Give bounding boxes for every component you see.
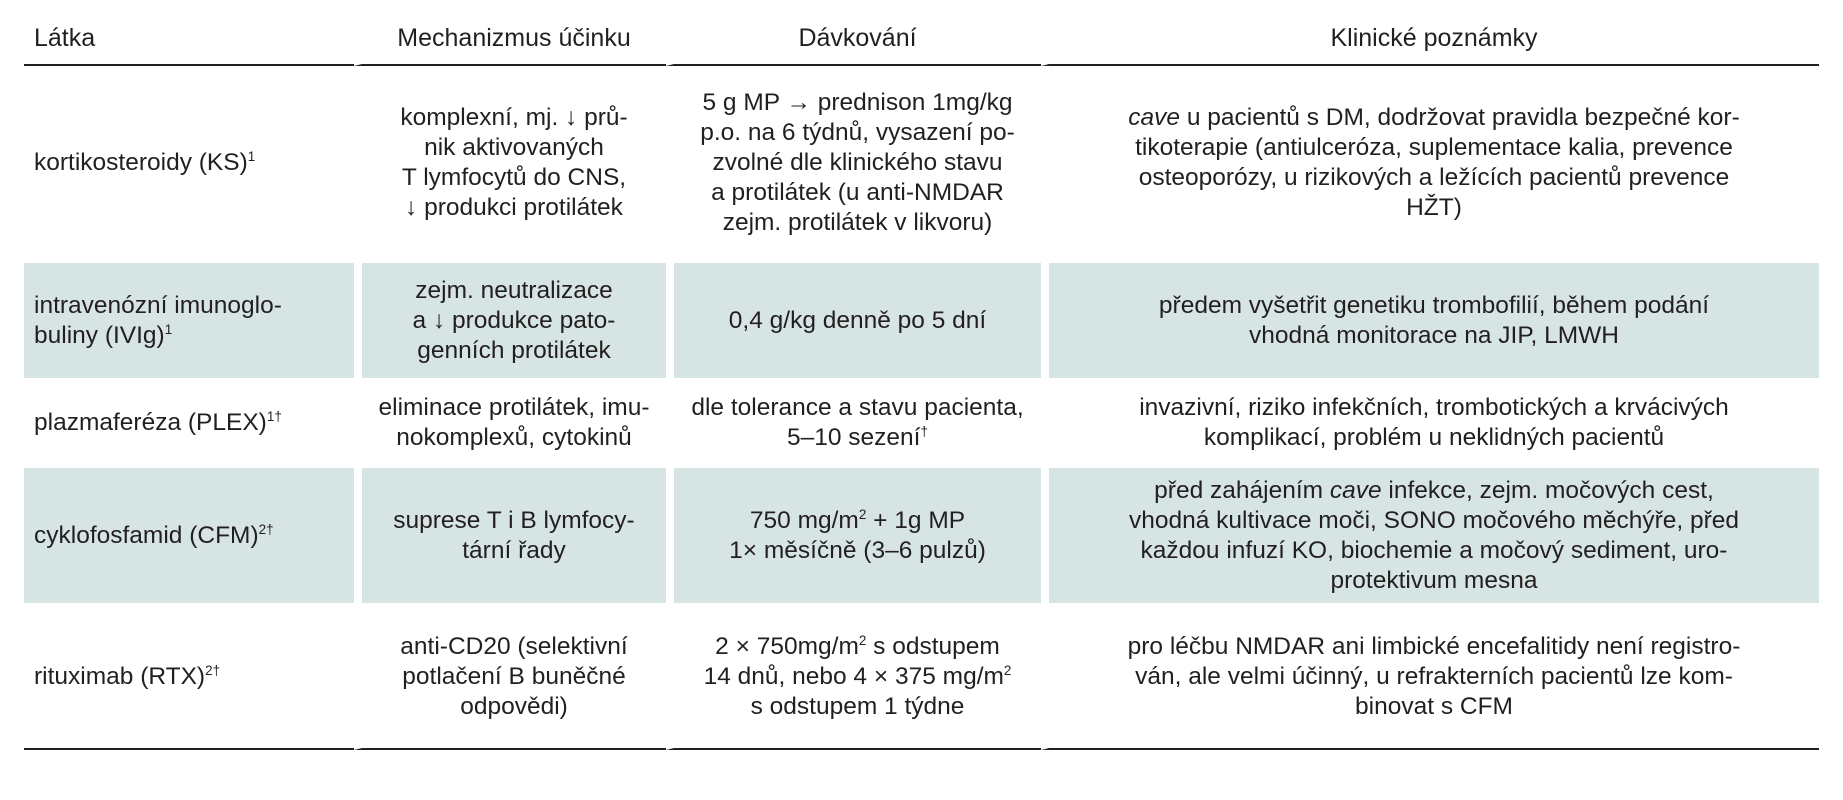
- text-fragment: s odstupem: [866, 633, 1000, 660]
- cell-notes: [1041, 381, 1819, 468]
- text-line: komplikací, problém u neklidných pacientů: [1203, 424, 1665, 451]
- superscript: 2: [858, 632, 867, 648]
- cell-dosage: [666, 66, 1041, 263]
- substance-name: cyklofosfamid (CFM): [34, 521, 259, 549]
- text-line: ván, ale velmi účinný, u refrakterních pacientů lze kom-: [1135, 663, 1733, 690]
- text-line: s odstupem 1 týdne: [750, 693, 965, 720]
- text-line: vhodná monitorace na JIP, LMWH: [1249, 321, 1619, 349]
- cell-dosage: [666, 606, 1041, 750]
- footnote-mark: 2†: [205, 662, 221, 678]
- table-row: [24, 263, 1819, 381]
- cell-mechanism: [354, 606, 666, 750]
- footnote-mark: 1: [247, 148, 256, 164]
- text-fragment: u pacientů s DM, dodržovat pravidla bezpečné kor-: [1180, 104, 1740, 131]
- text-line: [34, 321, 344, 351]
- substance-name: intravenózní imunoglo-: [34, 291, 282, 319]
- text-line: tární řady: [462, 536, 566, 564]
- header-mechanism: Mechanizmus účinku: [354, 12, 666, 66]
- cell-dosage: [666, 263, 1041, 381]
- footnote-mark: †: [920, 423, 928, 439]
- superscript: 2: [858, 506, 867, 522]
- table-row: [24, 468, 1819, 606]
- text-line: protektivum mesna: [1330, 566, 1538, 594]
- text-line: p.o. na 6 týdnů, vysazení po-: [700, 119, 1015, 146]
- text-fragment: + 1g MP: [866, 506, 966, 534]
- header-substance: Látka: [24, 12, 354, 66]
- footnote-mark: 1†: [266, 408, 282, 424]
- footnote-mark: 2†: [258, 521, 274, 537]
- text-fragment: infekce, zejm. močových cest,: [1381, 476, 1714, 504]
- text-line: pro léčbu NMDAR ani limbické encefalitidy není registro-: [1127, 633, 1741, 660]
- cell-notes: [1041, 606, 1819, 750]
- cell-substance: [24, 381, 354, 468]
- text-line: [1059, 476, 1809, 506]
- text-line: nik aktivovaných: [424, 134, 604, 161]
- text-line: suprese T i B lymfocy-: [393, 506, 635, 534]
- substance-name: plazmaferéza (PLEX): [34, 409, 267, 436]
- text-line: [684, 506, 1031, 536]
- text-line: ↓ produkci protilátek: [405, 194, 623, 221]
- text-line: [684, 662, 1031, 692]
- text-line: odpovědi): [460, 693, 568, 720]
- text-line: dle tolerance a stavu pacienta,: [691, 394, 1024, 421]
- text-line: zvolné dle klinického stavu: [712, 149, 1003, 176]
- treatment-table: [24, 12, 1819, 750]
- text-fragment: 750 mg/m: [749, 506, 859, 534]
- text-line: tikoterapie (antiulceróza, suplementace kalia, prevence: [1135, 134, 1733, 161]
- substance-name: buliny (IVIg): [34, 321, 165, 349]
- text-fragment: 5–10 sezení: [787, 424, 921, 451]
- text-fragment: 14 dnů, nebo 4 × 375 mg/m: [703, 663, 1004, 690]
- cell-substance: [24, 66, 354, 263]
- cell-mechanism: [354, 66, 666, 263]
- text-line: genních protilátek: [417, 336, 611, 364]
- cell-notes: [1041, 263, 1819, 381]
- header-notes: Klinické poznámky: [1041, 12, 1819, 66]
- text-line: nokomplexů, cytokinů: [396, 424, 632, 451]
- text-line: [684, 423, 1031, 453]
- cell-notes: [1041, 468, 1819, 606]
- text-line: zejm. neutralizace: [415, 276, 613, 304]
- cell-substance: [24, 606, 354, 750]
- text-line: předem vyšetřit genetiku trombofilií, během podání: [1158, 291, 1710, 319]
- text-line: eliminace protilátek, imu-: [378, 394, 650, 421]
- footnote-mark: 1: [164, 321, 173, 337]
- text-line: zejm. protilátek v likvoru): [722, 209, 993, 236]
- text-line: anti-CD20 (selektivní: [400, 633, 628, 660]
- table-row: [24, 381, 1819, 468]
- text-line: [684, 632, 1031, 662]
- table-row: [24, 606, 1819, 750]
- text-fragment: před zahájením: [1154, 476, 1330, 504]
- text-fragment: 2 × 750mg/m: [715, 633, 859, 660]
- cell-substance: [24, 263, 354, 381]
- text-line: 5 g MP → prednison 1mg/kg: [702, 89, 1013, 116]
- table-row: [24, 66, 1819, 263]
- text-line: komplexní, mj. ↓ prů-: [400, 104, 628, 131]
- cell-mechanism: [354, 468, 666, 606]
- substance-name: rituximab (RTX): [34, 663, 206, 690]
- cell-dosage: [666, 468, 1041, 606]
- text-line: a ↓ produkce pato-: [412, 306, 616, 334]
- text-line: [1059, 103, 1809, 133]
- cell-notes: [1041, 66, 1819, 263]
- text-line: osteoporózy, u rizikových a ležících pacientů prevence: [1138, 164, 1730, 191]
- text-line: a protilátek (u anti-NMDAR: [711, 179, 1004, 206]
- cell-dosage: [666, 381, 1041, 468]
- header-row: [24, 12, 1819, 66]
- text-line: T lymfocytů do CNS,: [401, 164, 627, 191]
- substance-name: kortikosteroidy (KS): [34, 149, 248, 176]
- cell-mechanism: [354, 263, 666, 381]
- text-line: binovat s CFM: [1355, 693, 1513, 720]
- italic-term: cave: [1128, 104, 1181, 131]
- cell-mechanism: [354, 381, 666, 468]
- text-line: potlačení B buněčné: [402, 663, 626, 690]
- header-dosage: Dávkování: [666, 12, 1041, 66]
- text-line: 0,4 g/kg denně po 5 dní: [728, 306, 987, 334]
- cell-substance: [24, 468, 354, 606]
- italic-term: cave: [1329, 476, 1382, 504]
- text-line: HŽT): [1406, 194, 1462, 221]
- text-line: vhodná kultivace moči, SONO močového měchýře, před: [1128, 506, 1740, 534]
- superscript: 2: [1003, 662, 1012, 678]
- text-line: každou infuzí KO, biochemie a močový sediment, uro-: [1140, 536, 1728, 564]
- text-line: 1× měsíčně (3–6 pulzů): [729, 536, 986, 564]
- text-line: invazivní, riziko infekčních, trombotických a krvácivých: [1139, 394, 1729, 421]
